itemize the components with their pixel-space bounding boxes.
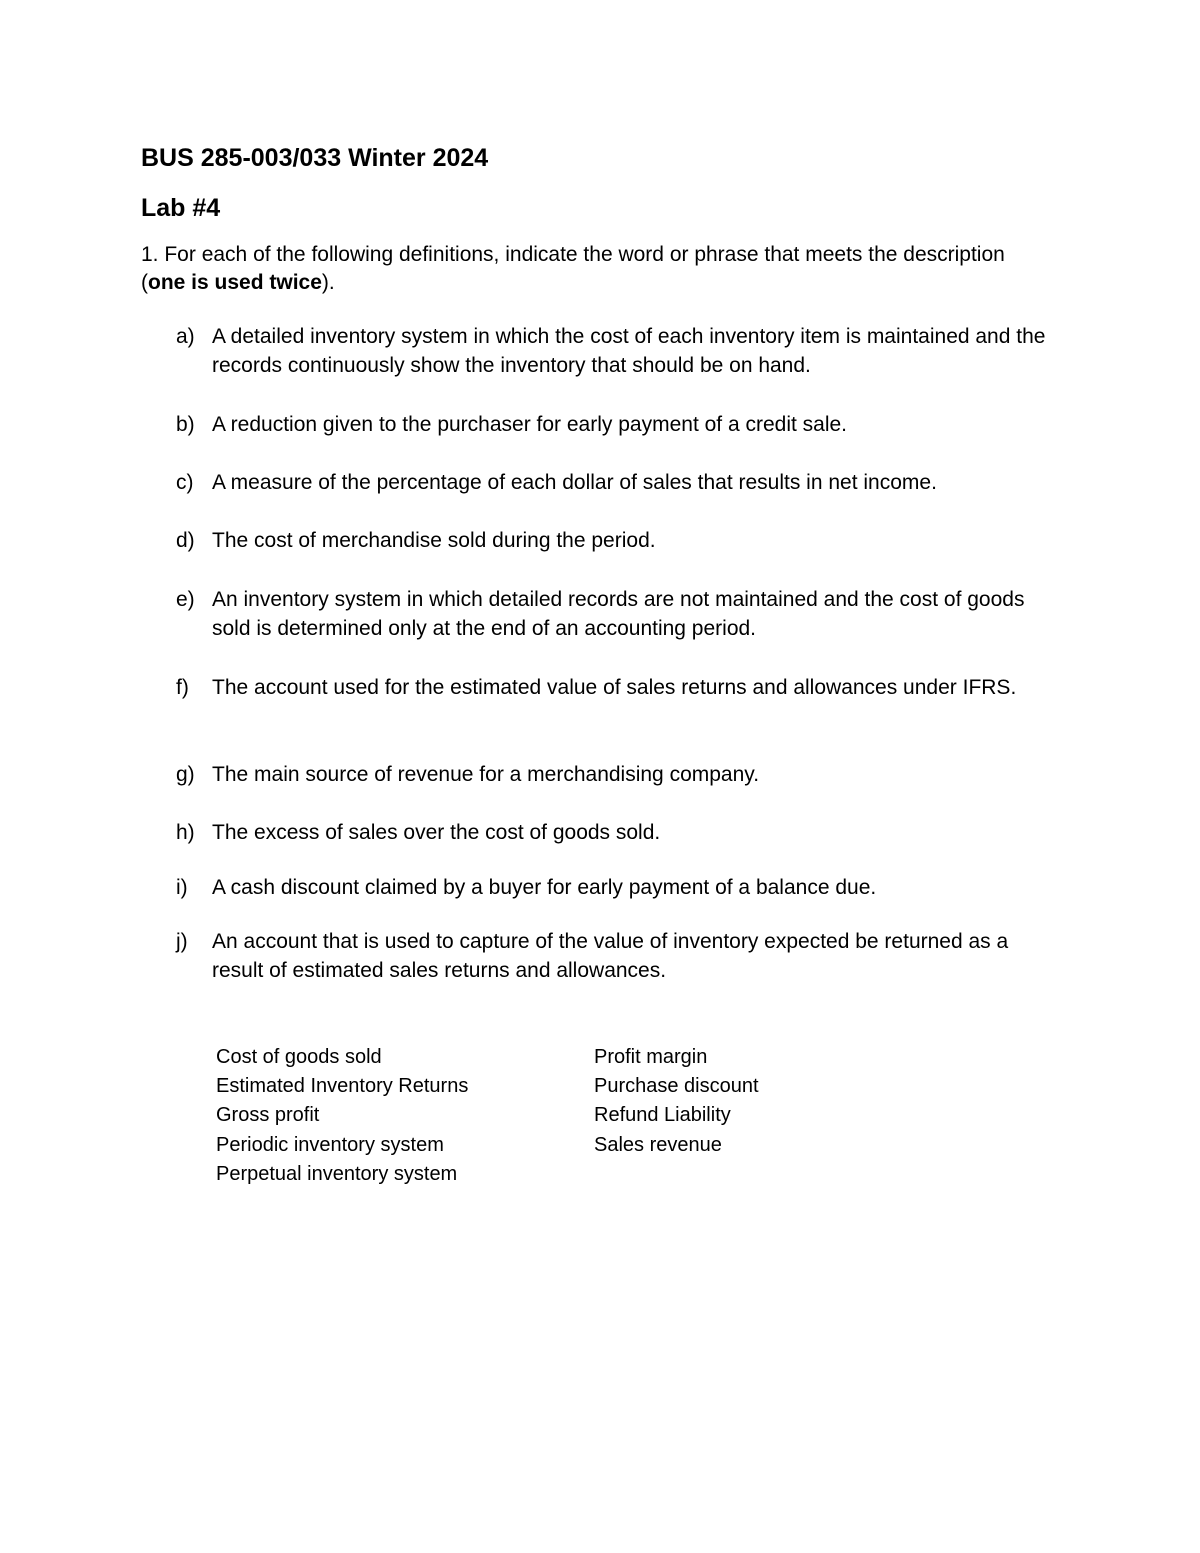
- item-letter: g): [176, 763, 195, 786]
- item-text: A detailed inventory system in which the cost of each inventory item is maintained and the records continuously show the inventory that should be on hand.: [212, 325, 1046, 377]
- item-text: The cost of merchandise sold during the period.: [212, 529, 656, 552]
- item-letter: a): [176, 325, 195, 348]
- item-letter: j): [176, 930, 188, 953]
- item-letter: c): [176, 471, 194, 494]
- item-letter: h): [176, 821, 195, 844]
- question-number: 1.: [141, 243, 159, 266]
- item-text: The main source of revenue for a merchandising company.: [212, 763, 760, 786]
- term-perpetual-inventory-system: Perpetual inventory system: [216, 1163, 458, 1185]
- term-cost-of-goods-sold: Cost of goods sold: [216, 1046, 382, 1068]
- term-estimated-inventory-returns: Estimated Inventory Returns: [216, 1075, 469, 1097]
- item-text: An account that is used to capture of the value of inventory expected be returned as a result of estimated sales returns and allowances.: [212, 930, 1009, 982]
- term-sales-revenue: Sales revenue: [594, 1134, 722, 1156]
- document-title: BUS 285-003/033 Winter 2024: [141, 144, 489, 172]
- term-profit-margin: Profit margin: [594, 1046, 708, 1068]
- item-letter: e): [176, 588, 195, 611]
- item-letter: i): [176, 876, 188, 899]
- item-text: A cash discount claimed by a buyer for early payment of a balance due.: [212, 876, 877, 899]
- question-prompt: [141, 241, 1041, 297]
- item-text: A measure of the percentage of each dollar of sales that results in net income.: [212, 471, 937, 494]
- term-periodic-inventory-system: Periodic inventory system: [216, 1134, 444, 1156]
- term-purchase-discount: Purchase discount: [594, 1075, 759, 1097]
- item-letter: d): [176, 529, 195, 552]
- item-text: An inventory system in which detailed records are not maintained and the cost of goods sold is determined only at the end of an accounting period.: [212, 588, 1025, 640]
- term-gross-profit: Gross profit: [216, 1104, 320, 1126]
- question-emphasis: one is used twice: [148, 271, 322, 294]
- lab-title: Lab #4: [141, 194, 221, 222]
- term-refund-liability: Refund Liability: [594, 1104, 731, 1126]
- question-text-end: ).: [321, 271, 335, 294]
- item-letter: f): [176, 676, 189, 699]
- item-text: The excess of sales over the cost of goods sold.: [212, 821, 661, 844]
- item-text: A reduction given to the purchaser for early payment of a credit sale.: [212, 413, 848, 436]
- question-text: For each of the following definitions, indicate the word or phrase that meets the description (: [141, 243, 1005, 294]
- item-text: The account used for the estimated value of sales returns and allowances under IFRS.: [212, 676, 1017, 699]
- item-letter: b): [176, 413, 195, 436]
